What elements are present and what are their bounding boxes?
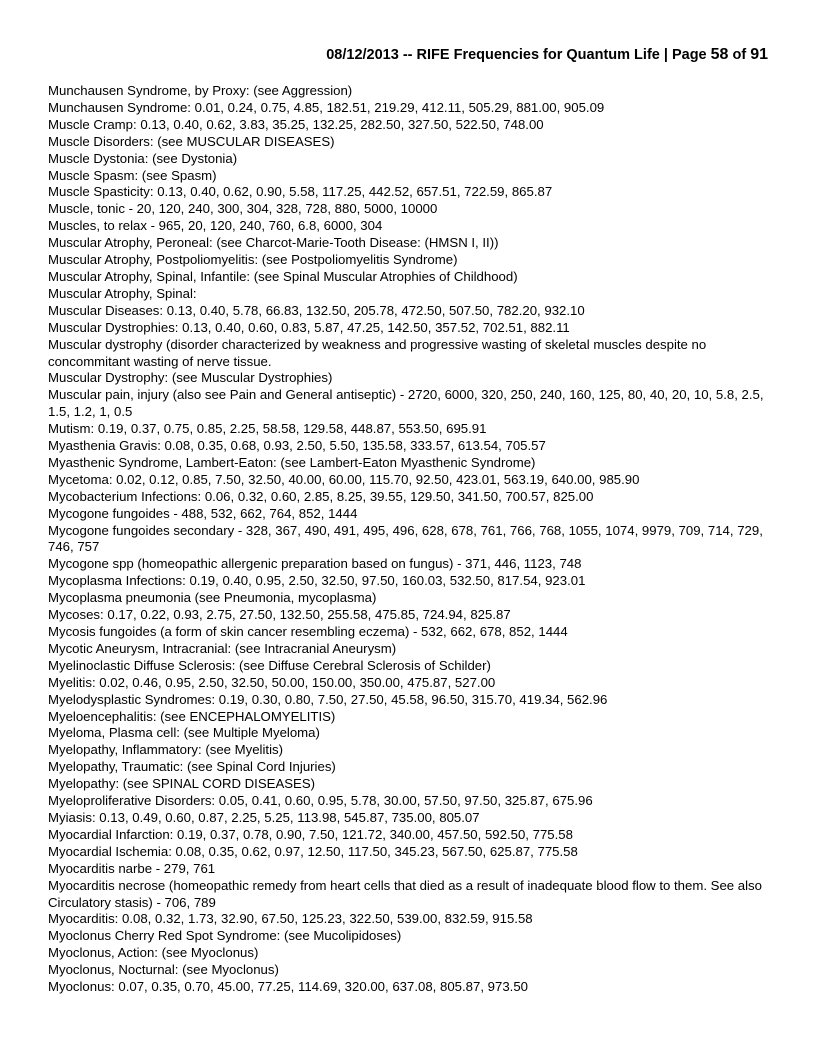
list-item: Mycosis fungoides (a form of skin cancer resembling eczema) - 532, 662, 678, 852, 1444 [48,624,568,639]
list-item: Myocardial Ischemia: 0.08, 0.35, 0.62, 0.97, 12.50, 117.50, 345.23, 567.50, 625.87, 775.58 [48,843,578,859]
list-item: Mycoplasma Infections: 0.19, 0.40, 0.95, 2.50, 32.50, 97.50, 160.03, 532.50, 817.54, 923.01 [48,573,586,589]
list-item: Myelodysplastic Syndromes: 0.19, 0.30, 0.80, 7.50, 27.50, 45.58, 96.50, 315.70, 419.34, 562.96 [48,691,608,707]
list-item: Myeloproliferative Disorders: 0.05, 0.41, 0.60, 0.95, 5.78, 30.00, 57.50, 97.50, 325.87, 675.96 [48,793,593,809]
list-item: Muscles, to relax - 965, 20, 120, 240, 760, 6.8, 6000, 304 [48,218,383,234]
list-item: Mycotic Aneurysm, Intracranial: (see Intracranial Aneurysm) [48,640,397,656]
list-item: Myoclonus, Action: (see Myoclonus) [48,945,259,961]
list-item: Myiasis: 0.13, 0.49, 0.60, 0.87, 2.25, 5.25, 113.98, 545.87, 735.00, 805.07 [48,809,480,825]
list-item: Mycoplasma pneumonia (see Pneumonia, mycoplasma) [48,590,377,606]
list-item: Myoclonus: 0.07, 0.35, 0.70, 45.00, 77.25, 114.69, 320.00, 637.08, 805.87, 973.50 [48,979,529,995]
list-item: Muscle Disorders: (see MUSCULAR DISEASES) [48,133,335,149]
list-item: Myelopathy: (see SPINAL CORD DISEASES) [48,776,316,792]
list-item: Muscle, tonic - 20, 120, 240, 300, 304, 328, 728, 880, 5000, 10000 [48,201,438,217]
list-item: Mycogone fungoides - 488, 532, 662, 764, 852, 1444 [48,505,358,521]
list-item: Muscular Atrophy, Peroneal: (see Charcot-Marie-Tooth Disease: (HMSN I, II)) [48,235,499,251]
list-item: Munchausen Syndrome, by Proxy: (see Aggression) [48,83,353,98]
list-item: Muscular Dystrophy: (see Muscular Dystrophies) [48,370,333,386]
list-item: Muscular Atrophy, Spinal: [48,285,197,301]
list-item: Myelopathy, Inflammatory: (see Myelitis) [48,742,283,758]
list-item: Muscle Spasm: (see Spasm) [48,167,217,183]
list-item: Myocarditis necrose (homeopathic remedy from heart cells that died as a result of inadequate blood flow to them. See also Circulatory stasis) - 706, 789 [48,877,762,910]
list-item: Mutism: 0.19, 0.37, 0.75, 0.85, 2.25, 58.58, 129.58, 448.87, 553.50, 695.91 [48,421,487,437]
list-item: Myoclonus, Nocturnal: (see Myoclonus) [48,962,279,978]
list-item: Myoclonus Cherry Red Spot Syndrome: (see Mucolipidoses) [48,928,402,944]
list-item: Mycobacterium Infections: 0.06, 0.32, 0.60, 2.85, 8.25, 39.55, 129.50, 341.50, 700.57, 825.00 [48,488,594,504]
list-item: Myocardial Infarction: 0.19, 0.37, 0.78, 0.90, 7.50, 121.72, 340.00, 457.50, 592.50, 775.58 [48,826,573,842]
list-item: Myeloma, Plasma cell: (see Multiple Myeloma) [48,725,320,741]
total-pages: 91 [750,46,768,63]
list-item: Muscular Atrophy, Postpoliomyelitis: (see Postpoliomyelitis Syndrome) [48,252,458,268]
header-date: 08/12/2013 [326,47,399,63]
list-item: Muscle Spasticity: 0.13, 0.40, 0.62, 0.90, 5.58, 117.25, 442.52, 657.51, 722.59, 865.87 [48,184,553,200]
list-item: Muscular pain, injury (also see Pain and General antiseptic) - 2720, 6000, 320, 250, 240, 160, 125, 80, 40, 20, 10, 5.8, 2.5, 1.5, 1.2, 1, 0.5 [48,387,764,420]
list-item: Muscular Atrophy, Spinal, Infantile: (see Spinal Muscular Atrophies of Childhood) [48,268,518,284]
list-item: Myasthenic Syndrome, Lambert-Eaton: (see Lambert-Eaton Myasthenic Syndrome) [48,454,536,470]
list-item: Muscular Diseases: 0.13, 0.40, 5.78, 66.83, 132.50, 205.78, 472.50, 507.50, 782.20, 932.10 [48,302,585,318]
list-item: Myocarditis narbe - 279, 761 [48,860,216,876]
list-item: Muscle Cramp: 0.13, 0.40, 0.62, 3.83, 35.25, 132.25, 282.50, 327.50, 522.50, 748.00 [48,116,544,132]
list-item: Myelopathy, Traumatic: (see Spinal Cord Injuries) [48,759,336,775]
header-title: RIFE Frequencies for Quantum Life [416,47,660,63]
list-item: Myocarditis: 0.08, 0.32, 1.73, 32.90, 67.50, 125.23, 322.50, 539.00, 832.59, 915.58 [48,911,533,927]
list-item: Mycogone spp (homeopathic allergenic preparation based on fungus) - 371, 446, 1123, 748 [48,556,582,572]
page-header [0,46,768,64]
list-item: Myelitis: 0.02, 0.46, 0.95, 2.50, 32.50, 50.00, 150.00, 350.00, 475.87, 527.00 [48,674,496,690]
list-item: Muscular Dystrophies: 0.13, 0.40, 0.60, 0.83, 5.87, 47.25, 142.50, 357.52, 702.51, 882.11 [48,319,570,335]
header-separator: -- [398,47,417,63]
list-item: Myasthenia Gravis: 0.08, 0.35, 0.68, 0.93, 2.50, 5.50, 135.58, 333.57, 613.54, 705.57 [48,438,546,454]
header-divider: | [659,47,672,63]
list-item: Mycogone fungoides secondary - 328, 367, 490, 491, 495, 496, 628, 678, 761, 766, 768, 1055, 1074, 9979, 709, 714, 729, 746, 757 [48,522,763,555]
list-item: Muscle Dystonia: (see Dystonia) [48,150,238,166]
entry-list [48,83,768,996]
list-item: Myelinoclastic Diffuse Sclerosis: (see Diffuse Cerebral Sclerosis of Schilder) [48,657,491,673]
list-item: Mycetoma: 0.02, 0.12, 0.85, 7.50, 32.50, 40.00, 60.00, 115.70, 92.50, 423.01, 563.19, 640.00, 985.90 [48,471,640,487]
page-label: Page [671,47,711,63]
of-label: of [728,47,751,63]
list-item: Myeloencephalitis: (see ENCEPHALOMYELITIS) [48,708,336,724]
list-item: Muscular dystrophy (disorder characterized by weakness and progressive wasting of skeletal muscles despite no concommitant wasting of nerve tissue. [48,336,707,369]
list-item: Mycoses: 0.17, 0.22, 0.93, 2.75, 27.50, 132.50, 255.58, 475.85, 724.94, 825.87 [48,607,511,623]
page-number: 58 [710,46,729,63]
list-item: Munchausen Syndrome: 0.01, 0.24, 0.75, 4.85, 182.51, 219.29, 412.11, 505.29, 881.00, 905.09 [48,99,605,115]
